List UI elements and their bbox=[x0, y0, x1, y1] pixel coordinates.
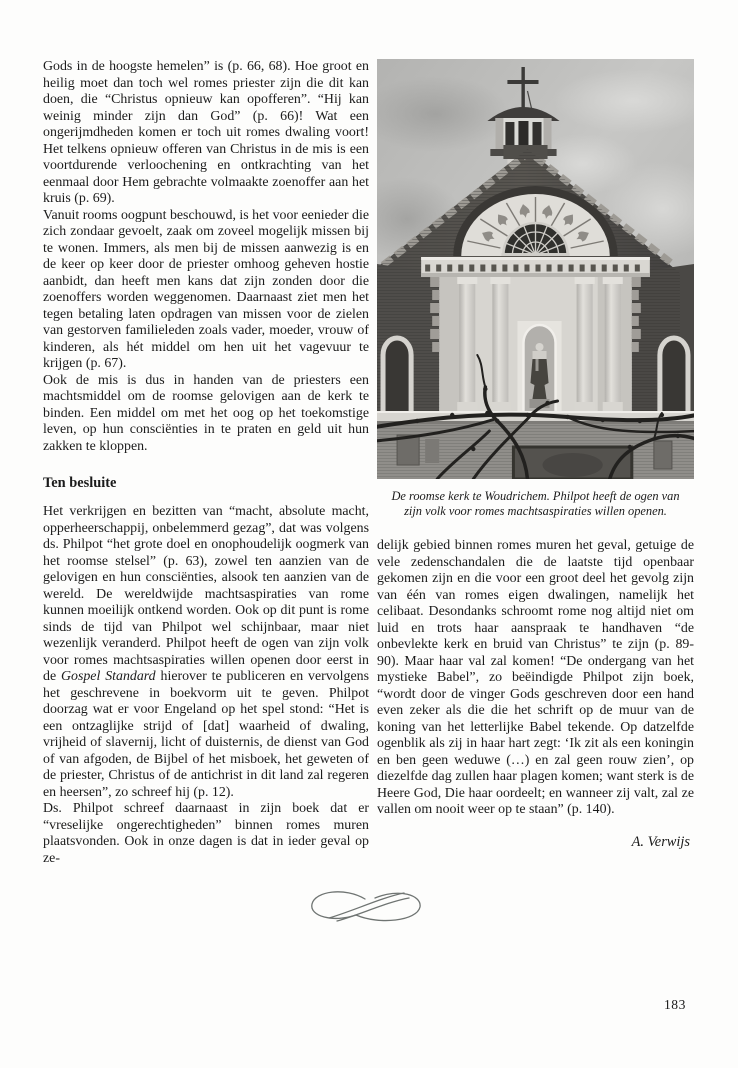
paragraph: Ook de mis is dus in handen van de priesters een machtsmiddel om de roomse gelovigen aan de kerk te binden. Een middel om met het oog op het toekomstige leven, op hun consciënties in te praten en geld uit hun zakken te kloppen. bbox=[43, 372, 369, 454]
italic-title: Gospel Standard bbox=[60, 669, 156, 684]
paragraph-text: hierover te publiceren en vervolgens het geschrevene in boekvorm uit te geven. Philpot doorzag wat er voor Engeland op het spel stond: “Het is een ontzaglijke strijd of [dat] waarheid of dwaling, vrijheid of slavernij, licht of duisternis, de dienst van God of van afgoden, de Bijbel of het misboek, het geweten of de priester, Christus of de antichrist in dit land zal regeren en heersen”, zo schreef hij (p. 12). bbox=[43, 669, 369, 800]
paragraph: Gods in de hoogste hemelen” is (p. 66, 68). Hoe groot en heilig moet dan toch wel romes priester zijn die dit kan doen, die “Christus opnieuw kan opofferen”. “Hij kan weinig minder zijn dan God” (p. 66)! Wat een ongerijmdheden komen er toch uit romes dwaling voort! Het telkens opnieuw offeren van Christus in de mis is een voortdurende verloochening en ontkrachting van het eenmaal door Hem gebrachte volmaakte zoenoffer aan het kruis (p. 69). bbox=[43, 59, 369, 206]
paragraph: Vanuit rooms oogpunt beschouwd, is het voor eenieder die zich zondaar gevoelt, zaak om zoveel mogelijk missen bij te wonen. Immers, als men bij de missen aanwezig is en de keer op keer door de priester omhoog geheven hostie aanbidt, dan heeft men kans dat zijn zonden door die zoenoffers worden weggenomen. Daarnaast ziet men het tegen betaling laten opdragen van missen voor de zielen van gestorven familieleden zoals vader, moeder, vrouw of kinderen, als hét middel om hen uit het vagevuur te krijgen (p. 67). bbox=[43, 207, 369, 371]
paragraph: delijk gebied binnen romes muren het geval, getuige de vele zedenschandalen die de laatste tijd openbaar gekomen zijn en die voor een groot deel het gevolg zijn van één van romes eigen dwalingen, namelijk het celibaat. Desondanks schroomt rome nog altijd niet om luid en trots haar aanspraak te handhaven “de onbevlekte kerk en bruid van Christus” te zijn (p. 89-90). Maar haar val zal komen! “De ondergang van het mystieke Babel”, zo beëindigde Philpot zijn boek, “wordt door de vinger Gods geschreven door een hand even zeker als die die het schrift op de muur van de koning van het letterlijke Babel tekende. Op datzelfde ogenblik als zij in haar hart zegt: ‘Ik zit als een koningin en ben geen weduwe (…) en zal geen rouw zien’, op diezelfde dag zullen haar plagen komen; want sterk is de Heere God, Die haar oordeelt; en wanneer zij valt, zal ze vallen om nooit weer op te staan” (p. 140). bbox=[377, 538, 694, 818]
author-signature: A. Verwijs bbox=[631, 833, 690, 850]
paragraph bbox=[43, 504, 369, 801]
flourish-ornament bbox=[300, 885, 432, 929]
section-heading: Ten besluite bbox=[43, 475, 117, 491]
statue-niche bbox=[517, 321, 561, 411]
photo-caption: De roomse kerk te Woudrichem. Philpot heeft de ogen van zijn volk voor romes machtsaspiraties willen openen. bbox=[391, 489, 680, 519]
left-column bbox=[43, 59, 369, 867]
church-photo bbox=[377, 59, 694, 479]
page-number: 183 bbox=[664, 997, 686, 1012]
paragraph: Ds. Philpot schreef daarnaast in zijn boek dat er “vreselijke ongerechtigheden” binnen romes muren plaatsvonden. Ook in onze dagen is dat in ieder geval op ze- bbox=[43, 801, 369, 866]
right-column bbox=[377, 59, 694, 851]
paragraph-text: Het verkrijgen en bezitten van “macht, absolute macht, opperheerschappij, onbelemmerd gezag”, dat was volgens ds. Philpot “het grote doel en onophoudelijk oogmerk van het roomse stelsel” (p. 63), zowel ten aanzien van de gelovigen en hun consciënties, alsook ten aanzien van de wereld. De wereldwijde machtsaspiraties van rome kunnen moeilijk ontkend worden. Ook op dit punt is rome sinds de tijd van Philpot wel schijnbaar, maar niet wezenlijk veranderd. Philpot heeft de ogen van zijn volk voor romes machtsaspiraties willen openen door eerst in de bbox=[43, 504, 369, 684]
